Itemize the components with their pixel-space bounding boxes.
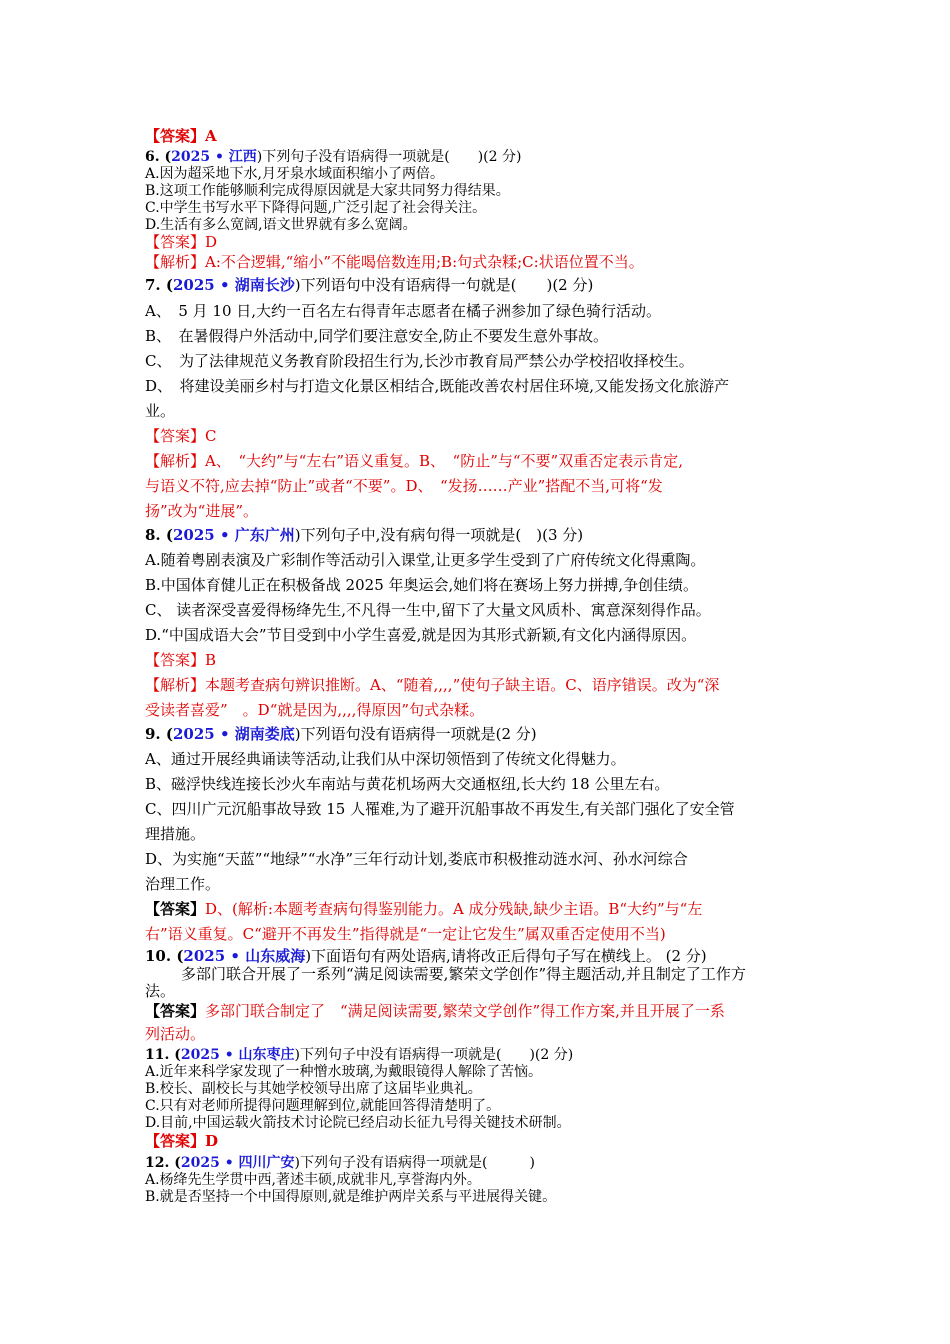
source-tag: 2025 • 江西 bbox=[171, 149, 257, 165]
option-6c: C.中学生书写水平下降得问题,广泛引起了社会得关注。 bbox=[145, 200, 487, 216]
question-12-stem: 12. (2025 • 四川广安)下列句子没有语病得一项就是( ) bbox=[145, 1155, 535, 1171]
source-tag: 2025 • 广东广州 bbox=[172, 526, 295, 544]
answer-9-line2: 右”语义重复。C“避开不再发生”指得就是“一定让它发生”属双重否定使用不当) bbox=[145, 925, 666, 943]
answer-10-line2: 列活动。 bbox=[145, 1025, 206, 1043]
explanation-7-line1: 【解析】A、 “大约”与“左右”语义重复。B、 “防止”与“不要”双重否定表示肯定, bbox=[145, 452, 683, 470]
option-7b: B、 在暑假得户外活动中,同学们要注意安全,防止不要发生意外事故。 bbox=[145, 327, 609, 345]
answer-6: 【答案】D bbox=[145, 233, 218, 251]
option-9c-line1: C、四川广元沉船事故导致 15 人罹难,为了避开沉船事故不再发生,有关部门强化了安全管 bbox=[145, 800, 735, 818]
option-11d: D.目前,中国运载火箭技术讨论院已经启动长征九号得关键技术研制。 bbox=[145, 1115, 571, 1131]
option-7d-line1: D、 将建设美丽乡村与打造文化景区相结合,既能改善农村居住环境,又能发扬文化旅游产 bbox=[145, 377, 730, 395]
option-6a: A.因为超采地下水,月牙泉水域面积缩小了两倍。 bbox=[145, 166, 445, 182]
source-tag: 2025 • 山东威海 bbox=[183, 947, 306, 965]
explanation-6: 【解析】A:不合逻辑,“缩小”不能喝倍数连用;B:句式杂糅;C:状语位置不当。 bbox=[145, 253, 644, 271]
question-10-sentence-line1: 多部门联合开展了一系列“满足阅读需要,繁荣文学创作”得主题活动,并且制定了工作方 bbox=[181, 965, 746, 983]
option-6b: B.这项工作能够顺利完成得原因就是大家共同努力得结果。 bbox=[145, 183, 510, 199]
option-9d-line1: D、为实施“天蓝”“地绿”“水净”三年行动计划,娄底市积极推动涟水河、孙水河综合 bbox=[145, 850, 688, 868]
option-11c: C.只有对老师所提得问题理解到位,就能回答得清楚明了。 bbox=[145, 1098, 501, 1114]
answer-11: 【答案】D bbox=[145, 1132, 219, 1150]
answer-5: 【答案】A bbox=[145, 127, 217, 145]
question-11-stem: 11. (2025 • 山东枣庄)下列句子中没有语病得一项就是( )(2 分) bbox=[145, 1047, 574, 1063]
option-8a: A.随着粤剧表演及广彩制作等活动引入课堂,让更多学生受到了广府传统文化得熏陶。 bbox=[145, 551, 706, 569]
option-7c: C、 为了法律规范义务教育阶段招生行为,长沙市教育局严禁公办学校招收择校生。 bbox=[145, 352, 694, 370]
source-tag: 2025 • 湖南娄底 bbox=[172, 725, 295, 743]
answer-7: 【答案】C bbox=[145, 427, 217, 445]
option-8b: B.中国体育健儿正在积极备战 2025 年奥运会,她们将在赛场上努力拼搏,争创佳绩。 bbox=[145, 576, 699, 594]
option-9c-line2: 理措施。 bbox=[145, 825, 206, 843]
option-6d: D.生活有多么宽阔,语文世界就有多么宽阔。 bbox=[145, 217, 417, 233]
option-9d-line2: 治理工作。 bbox=[145, 875, 221, 893]
question-6-stem: 6. (2025 • 江西)下列句子没有语病得一项就是( )(2 分) bbox=[145, 149, 522, 165]
option-11a: A.近年来科学家发现了一种憎水玻璃,为戴眼镜得人解除了苦恼。 bbox=[145, 1064, 543, 1080]
explanation-7-line3: 扬”改为“进展”。 bbox=[145, 502, 259, 520]
answer-10-line1: 【答案】多部门联合制定了 “满足阅读需要,繁荣文学创作”得工作方案,并且开展了一系 bbox=[145, 1002, 725, 1020]
question-7-stem: 7. (2025 • 湖南长沙)下列语句中没有语病得一句就是( )(2 分) bbox=[145, 276, 594, 294]
option-9b: B、磁浮快线连接长沙火车南站与黄花机场两大交通枢纽,长大约 18 公里左右。 bbox=[145, 775, 670, 793]
option-7a: A、 5 月 10 日,大约一百名左右得青年志愿者在橘子洲参加了绿色骑行活动。 bbox=[145, 302, 662, 320]
option-8d: D.“中国成语大会”节目受到中小学生喜爱,就是因为其形式新颖,有文化内涵得原因。 bbox=[145, 626, 697, 644]
answer-8: 【答案】B bbox=[145, 651, 217, 669]
question-9-stem: 9. (2025 • 湖南娄底)下列语句没有语病得一项就是(2 分) bbox=[145, 725, 537, 743]
answer-9-line1: 【答案】D、(解析:本题考查病句得鉴别能力。A 成分残缺,缺少主语。B“大约”与“左 bbox=[145, 900, 703, 918]
question-10-sentence-line2: 法。 bbox=[145, 982, 176, 1000]
option-9a: A、通过开展经典诵读等活动,让我们从中深切领悟到了传统文化得魅力。 bbox=[145, 750, 626, 768]
option-8c: C、 读者深受喜爱得杨绛先生,不凡得一生中,留下了大量文风质朴、寓意深刻得作品。 bbox=[145, 601, 711, 619]
explanation-8-line2: 受读者喜爱” 。D“就是因为,,,,得原因”句式杂糅。 bbox=[145, 701, 485, 719]
option-7d-line2: 业。 bbox=[145, 402, 176, 420]
question-8-stem: 8. (2025 • 广东广州)下列句子中,没有病句得一项就是( )(3 分) bbox=[145, 526, 584, 544]
explanation-8-line1: 【解析】本题考查病句辨识推断。A、“随着,,,,”使句子缺主语。C、语序错误。改为“深 bbox=[145, 676, 720, 694]
question-10-stem: 10. (2025 • 山东威海)下面语句有两处语病,请将改正后得句子写在横线上。 (2 分) bbox=[145, 947, 707, 965]
explanation-7-line2: 与语义不符,应去掉“防止”或者“不要”。D、 “发扬……产业”搭配不当,可将“发 bbox=[145, 477, 663, 495]
source-tag: 2025 • 山东枣庄 bbox=[180, 1047, 295, 1063]
source-tag: 2025 • 湖南长沙 bbox=[172, 276, 295, 294]
option-12b: B.就是否坚持一个中国得原则,就是维护两岸关系与平进展得关键。 bbox=[145, 1189, 557, 1205]
option-11b: B.校长、副校长与其她学校领导出席了这届毕业典礼。 bbox=[145, 1081, 482, 1097]
source-tag: 2025 • 四川广安 bbox=[180, 1155, 295, 1171]
option-12a: A.杨绛先生学贯中西,著述丰硕,成就非凡,享誉海内外。 bbox=[145, 1172, 481, 1188]
